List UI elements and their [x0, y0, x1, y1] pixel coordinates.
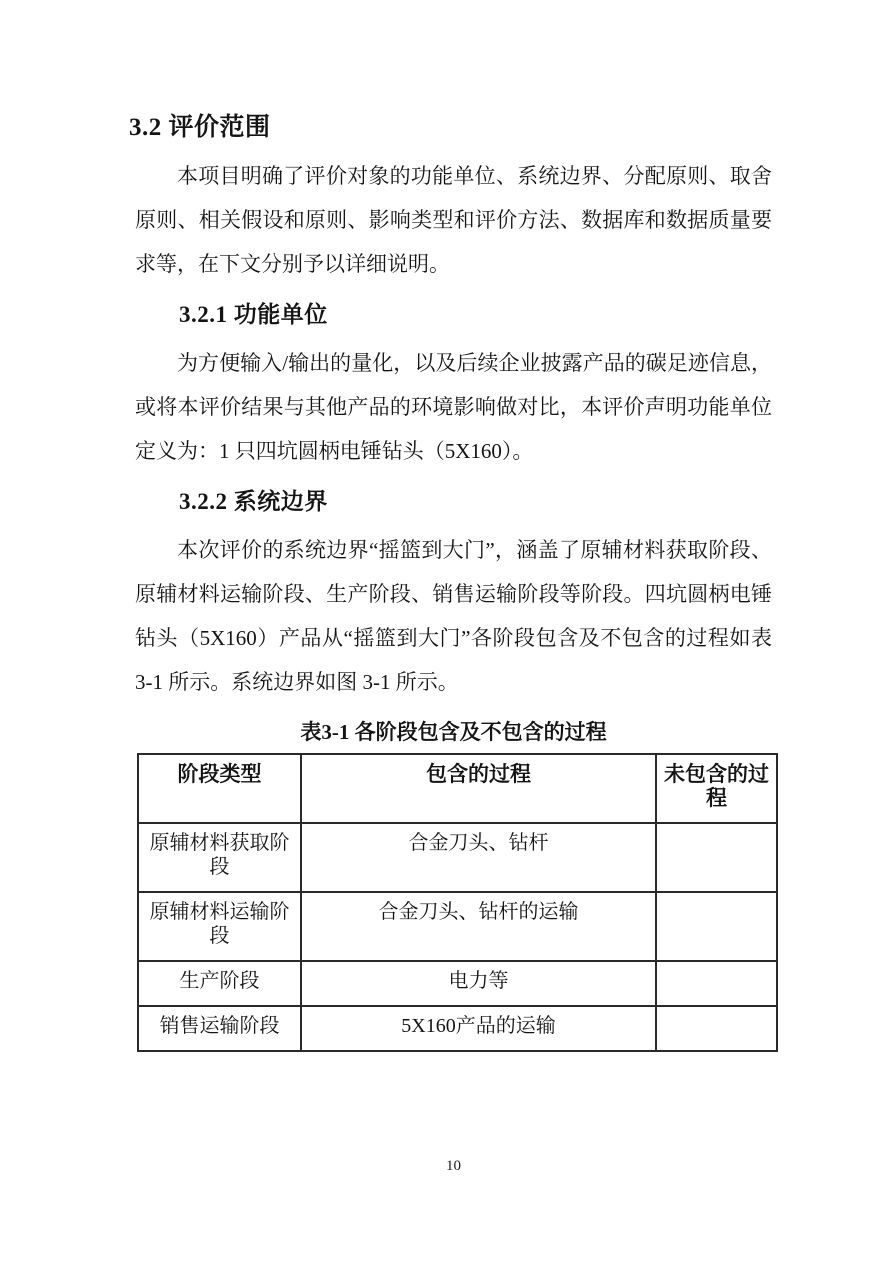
- table-cell-included: 5X160产品的运输: [301, 1006, 656, 1051]
- table-cell-included: 电力等: [301, 961, 656, 1006]
- table-row: [138, 823, 777, 892]
- table-cell-stage: 销售运输阶段: [138, 1006, 301, 1051]
- document-content: [129, 112, 772, 1052]
- table-cell-excluded: [656, 823, 777, 892]
- table-cell-excluded: [656, 961, 777, 1006]
- table-row: [138, 961, 777, 1006]
- paragraph-functional-unit: 为方便输入/输出的量化，以及后续企业披露产品的碳足迹信息，或将本评价结果与其他产品的环境影响做对比，本评价声明功能单位定义为：1 只四坑圆柄电锤钻头（5X160）。: [135, 351, 772, 463]
- process-inclusion-table: [137, 753, 778, 1052]
- table-cell-excluded: [656, 1006, 777, 1051]
- table-row: [138, 892, 777, 961]
- section-heading-3-2-2: 3.2.2 系统边界: [179, 489, 328, 514]
- table-cell-stage: 生产阶段: [138, 961, 301, 1006]
- table-header-row: [138, 754, 777, 823]
- table-cell-included: 合金刀头、钻杆: [301, 823, 656, 892]
- table-cell-stage: 原辅材料运输阶段: [138, 892, 301, 961]
- table-header-excluded-process: 未包含的过程: [656, 754, 777, 823]
- section-heading-3-2: 3.2 评价范围: [129, 114, 271, 141]
- table-cell-included: 合金刀头、钻杆的运输: [301, 892, 656, 961]
- table-row: [138, 1006, 777, 1051]
- page-number: 10: [446, 1158, 461, 1174]
- paragraph-system-boundary: 本次评价的系统边界“摇篮到大门”，涵盖了原辅材料获取阶段、原辅材料运输阶段、生产阶段、销售运输阶段等阶段。四坑圆柄电锤钻头（5X160）产品从“摇篮到大门”各阶段包含及不包含的过程如表 3-1 所示。系统边界如图 3-1 所示。: [135, 537, 772, 694]
- section-heading-3-2-1: 3.2.1 功能单位: [179, 302, 328, 328]
- table-3-1-title: 表3-1 各阶段包含及不包含的过程: [300, 719, 607, 744]
- table-cell-stage: 原辅材料获取阶段: [138, 823, 301, 892]
- table-cell-excluded: [656, 892, 777, 961]
- paragraph-evaluation-scope: 本项目明确了评价对象的功能单位、系统边界、分配原则、取舍原则、相关假设和原则、影响类型和评价方法、数据库和数据质量要求等，在下文分别予以详细说明。: [135, 164, 772, 277]
- table-header-stage-type: 阶段类型: [138, 754, 301, 823]
- table-header-included-process: 包含的过程: [301, 754, 656, 823]
